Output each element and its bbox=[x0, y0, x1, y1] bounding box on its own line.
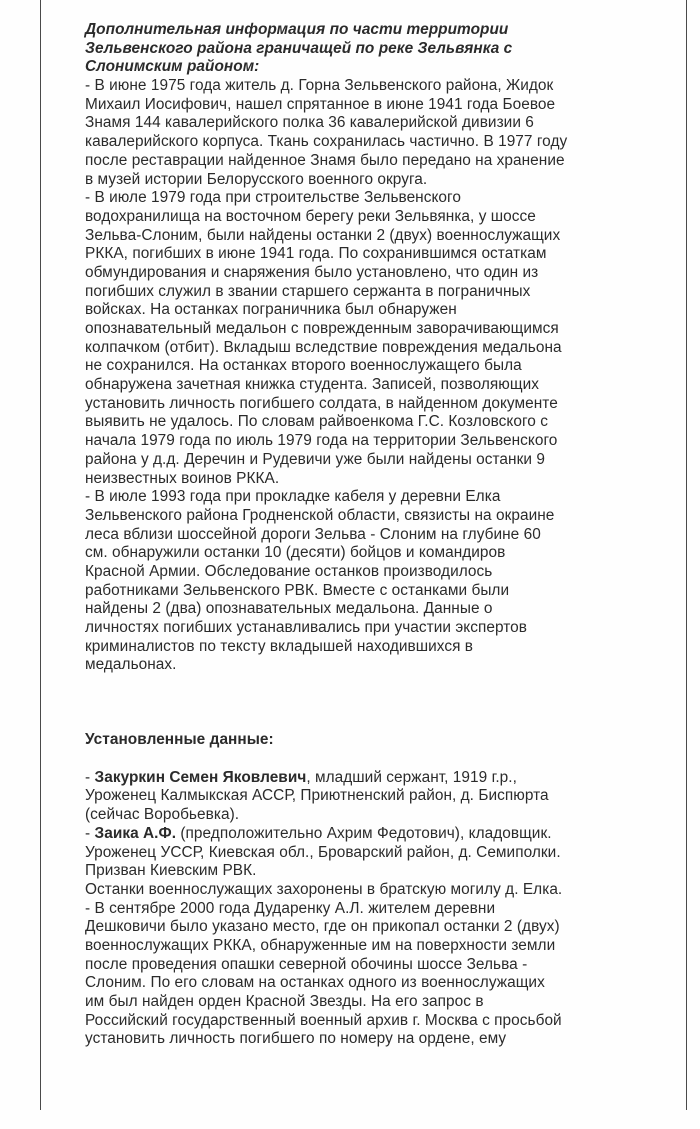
text-line: найдены 2 (два) опознавательных медальона. Данные о bbox=[85, 600, 493, 618]
person-name: Закуркин Семен Яковлевич bbox=[94, 768, 307, 786]
person-entry bbox=[85, 825, 680, 881]
text-line: опознавательный медальон с поврежденным заворачивающимся bbox=[85, 320, 559, 337]
text-line: Знамя 144 кавалерийского полка 36 кавалерийской дивизии 6 bbox=[85, 114, 534, 132]
document-heading bbox=[85, 21, 680, 77]
text-line: неизвестных воинов РККА. bbox=[85, 469, 280, 487]
text-line: Останки военнослужащих захоронены в братскую могилу д. Елка. bbox=[85, 880, 563, 898]
person-line bbox=[85, 769, 680, 788]
person-details: , младший сержант, 1919 г.р., bbox=[306, 768, 517, 786]
text-line: водохранилища на восточном берегу реки Зельвянка, у шоссе bbox=[85, 207, 536, 225]
document-content bbox=[85, 21, 680, 1049]
text-line: установить личность погибшего по номеру на ордене, ему bbox=[85, 1030, 507, 1048]
text-line: Российский государственный военный архив г. Москва с просьбой bbox=[85, 1011, 562, 1029]
text-line: кавалерийского корпуса. Ткань сохранилась частично. В 1977 году bbox=[85, 133, 568, 151]
person-line: Уроженец Калмыкская АССР, Приютненский район, д. Биспюрта bbox=[85, 787, 549, 805]
page-border-right bbox=[686, 0, 687, 1110]
section-title: Установленные данные: bbox=[85, 731, 274, 749]
person-prefix: - bbox=[85, 768, 95, 786]
text-line: после проведения опашки северной обочины шоссе Зельва - bbox=[85, 955, 528, 973]
text-line: личностях погибших устанавливались при участии экспертов bbox=[85, 619, 528, 636]
person-details: (предположительно Ахрим Федотович), кладовщик. bbox=[176, 824, 552, 842]
text-line: Зельвенского района Гродненской области, связисты на окраине bbox=[85, 506, 555, 524]
text-line: после реставрации найденное Знамя было передано на хранение bbox=[85, 151, 565, 169]
text-line: - В сентябре 2000 года Дударенку А.Л. жителем деревни bbox=[85, 899, 496, 917]
text-line: обнаружена зачетная книжка студента. Записей, позволяющих bbox=[85, 376, 539, 394]
text-line: работниками Зельвенского РВК. Вместе с останками были bbox=[85, 581, 510, 599]
text-line: не сохранился. На останках второго военнослужащего была bbox=[85, 357, 522, 375]
heading-line: Дополнительная информация по части территории bbox=[85, 21, 509, 38]
person-name: Заика А.Ф. bbox=[94, 824, 177, 842]
text-line: - В июле 1993 года при прокладке кабеля у деревни Елка bbox=[85, 488, 501, 506]
text-line: обмундирования и снаряжения было установлено, что один из bbox=[85, 263, 539, 281]
tail-paragraphs bbox=[85, 881, 680, 1049]
heading-line: Слонимским районом: bbox=[85, 58, 260, 76]
text-line: им был найден орден Красной Звезды. На его запрос в bbox=[85, 993, 484, 1010]
text-line: войсках. На останках пограничника был обнаружен bbox=[85, 301, 457, 319]
body-paragraphs bbox=[85, 77, 680, 675]
text-line: см. обнаружили останки 10 (десяти) бойцов и командиров bbox=[85, 544, 506, 562]
text-line: Михаил Иосифович, нашел спрятанное в июне 1941 года Боевое bbox=[85, 95, 556, 113]
text-line: района у д.д. Деречин и Рудевичи уже были найдены останки 9 bbox=[85, 450, 545, 468]
text-line: Зельва-Слоним, были найдены останки 2 (двух) военнослужащих bbox=[85, 226, 561, 244]
text-line: начала 1979 года по июль 1979 года на территории Зельвенского bbox=[85, 432, 558, 450]
text-line: Красной Армии. Обследование останков производилось bbox=[85, 562, 493, 580]
heading-line: Зельвенского района граничащей по реке Зельвянка с bbox=[85, 39, 513, 57]
text-line: медальонах. bbox=[85, 656, 177, 674]
text-line: леса вблизи шоссейной дороги Зельва - Слоним на глубине 60 bbox=[85, 525, 541, 543]
text-line: в музей истории Белорусского военного округа. bbox=[85, 170, 428, 188]
spacer bbox=[85, 750, 680, 769]
person-line: Уроженец УССР, Киевская обл., Броварский район, д. Семиполки. bbox=[85, 843, 561, 861]
page-border-left bbox=[40, 0, 41, 1110]
text-line: Слоним. По его словам на останках одного из военнослужащих bbox=[85, 974, 545, 992]
text-line: Дешковичи было указано место, где он прикопал останки 2 (двух) bbox=[85, 918, 560, 936]
text-line: погибших служил в звании старшего сержанта в пограничных bbox=[85, 282, 531, 300]
spacer bbox=[85, 675, 680, 731]
text-line: - В июне 1975 года житель д. Горна Зельвенского района, Жидок bbox=[85, 77, 554, 95]
text-line: установить личность погибшего солдата, в найденном документе bbox=[85, 394, 558, 412]
text-line: РККА, погибших в июне 1941 года. По сохранившимся остаткам bbox=[85, 245, 547, 263]
text-line: криминалистов по тексту вкладышей находившихся в bbox=[85, 637, 474, 655]
text-line: выявить не удалось. По словам райвоенкома Г.С. Козловского с bbox=[85, 413, 548, 431]
person-entry bbox=[85, 769, 680, 825]
person-line: (сейчас Воробьевка). bbox=[85, 806, 240, 824]
text-line: колпачком (отбит). Вкладыш вследствие повреждения медальона bbox=[85, 338, 562, 356]
text-line: военнослужащих РККА, обнаруженные им на поверхности земли bbox=[85, 936, 556, 954]
text-line: - В июле 1979 года при строительстве Зельвенского bbox=[85, 189, 461, 207]
person-prefix: - bbox=[85, 824, 95, 842]
person-line: Призван Киевским РВК. bbox=[85, 862, 257, 880]
person-line bbox=[85, 825, 680, 844]
